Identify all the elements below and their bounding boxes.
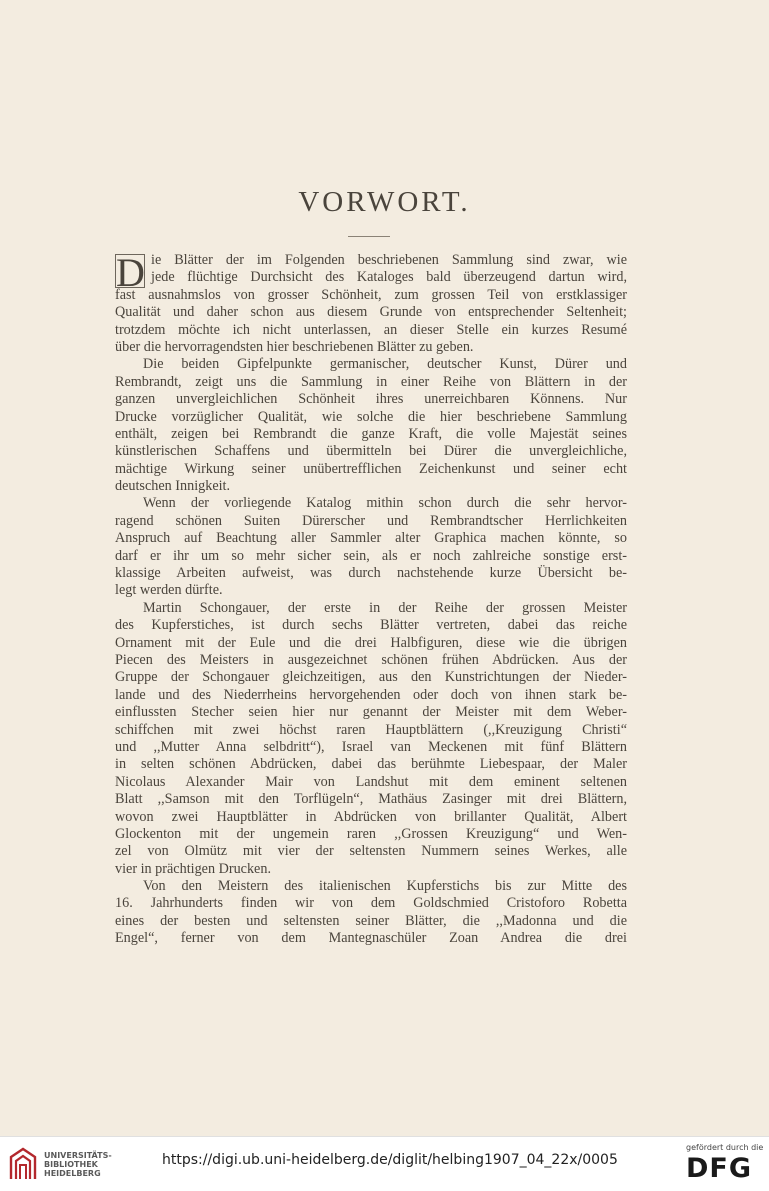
text-line: deutschen Innigkeit. bbox=[115, 478, 231, 495]
text-line: schiffchen mit zwei höchst raren Hauptblättern (,,Kreuzigung Christi“ bbox=[115, 721, 627, 738]
text-line: Gruppe der Schongauer gleichzeitigen, aus den Kunstrichtungen der Nieder- bbox=[115, 669, 627, 686]
text-line: ganzen unvergleichlichen Schönheit ihres unerreichbaren Könnens. Nur bbox=[115, 391, 627, 408]
text-line: Qualität und daher schon aus diesem Grunde von entsprechender Seltenheit; bbox=[115, 304, 627, 321]
text-line: Nicolaus Alexander Mair von Landshut mit dem eminent seltenen bbox=[115, 773, 627, 790]
page-title: VORWORT. bbox=[298, 186, 471, 218]
title-divider bbox=[348, 236, 390, 237]
text-line: Wenn der vorliegende Katalog mithin schon durch die sehr hervor- bbox=[143, 495, 627, 512]
text-line: legt werden dürfte. bbox=[115, 582, 223, 599]
university-library-logo-icon bbox=[8, 1145, 38, 1183]
text-line: ragend schönen Suiten Dürerscher und Rembrandtscher Herrlichkeiten bbox=[115, 512, 627, 529]
text-line: fast ausnahmslos von grosser Schönheit, zum grossen Teil von erstklassiger bbox=[115, 286, 627, 303]
text-line: in selten schönen Abdrücken, dabei das berühmte Liebespaar, der Maler bbox=[115, 756, 627, 773]
text-line: einflussten Stecher seien hier nur genannt der Meister mit dem Weber- bbox=[115, 704, 627, 721]
text-line: Piecen des Meisters in ausgezeichnet schönen frühen Abdrücken. Aus der bbox=[115, 651, 627, 668]
text-line: Die beiden Gipfelpunkte germanischer, deutscher Kunst, Dürer und bbox=[143, 356, 627, 373]
text-line: Drucke vorzüglicher Qualität, wie solche die hier beschriebene Sammlung bbox=[115, 408, 627, 425]
text-line: über die hervorragendsten hier beschriebenen Blätter zu geben. bbox=[115, 338, 474, 355]
text-line: Von den Meistern des italienischen Kupferstichs bis zur Mitte des bbox=[143, 878, 627, 895]
text-line: eines der besten und seltensten seiner Blätter, die ,,Madonna und die bbox=[115, 912, 627, 929]
text-line: mächtige Wirkung seiner unübertrefflichen Zeichenkunst und seiner echt bbox=[115, 460, 627, 477]
dfg-logo: DFG bbox=[686, 1153, 753, 1184]
permalink-url[interactable]: https://digi.ub.uni-heidelberg.de/diglit/helbing1907_04_22x/0005 bbox=[162, 1152, 618, 1168]
text-line: Blatt ,,Samson mit den Torflügeln“, Mathäus Zasinger mit drei Blättern, bbox=[115, 791, 627, 808]
text-line: Engel“, ferner von dem Mantegnaschüler Zoan Andrea die drei bbox=[115, 930, 627, 947]
text-line: Ornament mit der Eule und die drei Halbfiguren, diese wie die übrigen bbox=[115, 634, 627, 651]
text-line: klassige Arbeiten aufweist, was durch nachstehende kurze Übersicht be- bbox=[115, 565, 627, 582]
library-name: UNIVERSITÄTS- BIBLIOTHEK HEIDELBERG bbox=[44, 1151, 112, 1178]
text-line: darf er ihr um so mehr sicher sein, als er noch zahlreiche sonstige erst- bbox=[115, 547, 627, 564]
funding-caption: gefördert durch die bbox=[686, 1143, 764, 1152]
text-line: enthält, zeigen bei Rembrandt die ganze Kraft, die volle Majestät seines bbox=[115, 425, 627, 442]
text-line: Glockenton mit der ungemein raren ,,Grossen Kreuzigung“ und Wen- bbox=[115, 825, 627, 842]
drop-cap: D bbox=[116, 250, 145, 295]
text-line: künstlerischen Schaffens und übermitteln bei Dürer die unvergleichliche, bbox=[115, 443, 627, 460]
text-line: und ,,Mutter Anna selbdritt“), Israel van Meckenen mit fünf Blättern bbox=[115, 738, 627, 755]
text-line: ie Blätter der im Folgenden beschriebenen Sammlung sind zwar, wie bbox=[151, 252, 627, 268]
text-line: Rembrandt, zeigt uns die Sammlung in einer Reihe von Blättern in der bbox=[115, 373, 627, 390]
text-line: trotzdem möchte ich nicht unterlassen, an dieser Stelle ein kurzes Resumé bbox=[115, 321, 627, 338]
text-line: jede flüchtige Durchsicht des Kataloges bald überzeugend dartun wird, bbox=[151, 269, 627, 286]
text-line: wovon zwei Hauptblätter in Abdrücken von brillanter Qualität, Albert bbox=[115, 808, 627, 825]
text-line: des Kupferstiches, ist durch sechs Blätter vertreten, dabei das reiche bbox=[115, 617, 627, 634]
text-line: vier in prächtigen Drucken. bbox=[115, 860, 272, 877]
text-line: lande und des Niederrheins hervorgehenden oder doch von ihnen stark be- bbox=[115, 686, 627, 703]
text-line: zel von Olmütz mit vier der seltensten Nummern seines Werkes, alle bbox=[115, 843, 627, 860]
body-text bbox=[115, 252, 627, 948]
text-line: 16. Jahrhunderts finden wir von dem Goldschmied Cristoforo Robetta bbox=[115, 895, 627, 912]
viewer-footer bbox=[0, 1136, 769, 1191]
text-line: Anspruch auf Beachtung aller Sammler alter Graphica machen könnte, so bbox=[115, 530, 627, 547]
text-line: Martin Schongauer, der erste in der Reihe der grossen Meister bbox=[143, 599, 627, 616]
